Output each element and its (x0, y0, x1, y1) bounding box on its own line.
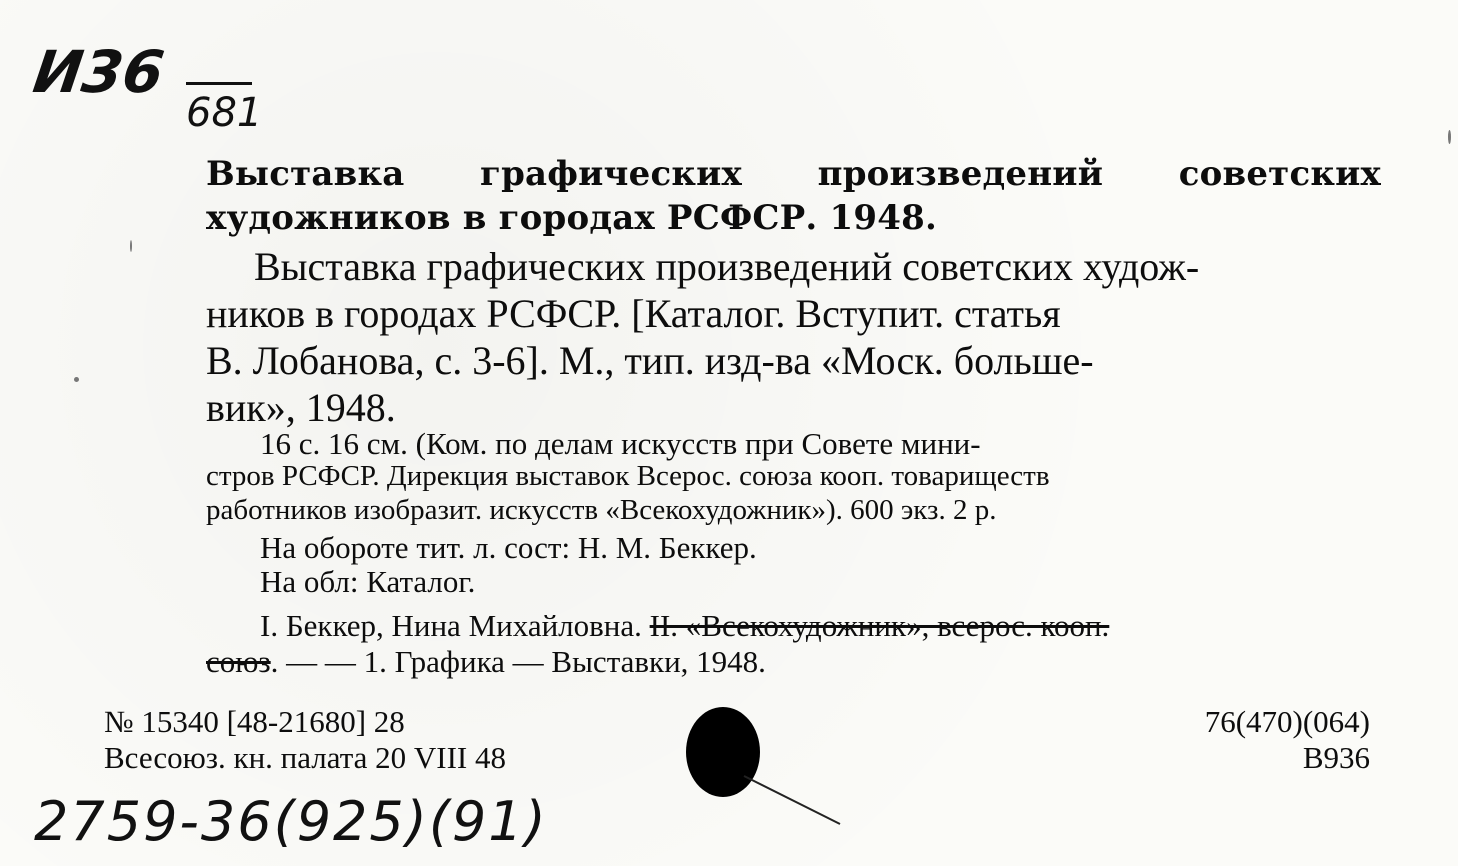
card-heading (206, 152, 1381, 240)
book-chamber-stamp: Всесоюз. кн. палата 20 VIII 48 (104, 740, 507, 775)
handwritten-fraction: 681 (186, 90, 263, 136)
classification-code: 76(470)(064) (1204, 704, 1370, 739)
handwritten-shelf-number: И36 (29, 38, 169, 106)
author-mark: В936 (1302, 740, 1370, 775)
tracing-struck-union: союз (206, 644, 271, 679)
scan-speck (130, 240, 132, 252)
record-number: № 15340 [48-21680] 28 (104, 704, 405, 739)
scan-speck (74, 377, 79, 382)
handwritten-inventory-code: 2759-36(925)(91) (34, 790, 548, 853)
tracings-line-2 (206, 644, 766, 680)
scratch-mark (740, 770, 850, 830)
description-line-4: вик», 1948. (206, 385, 396, 430)
tracing-personal-name: I. Беккер, Нина Михайловна. (260, 608, 642, 643)
notes-line-5: На обл: Каталог. (260, 564, 476, 599)
fraction-bar (186, 82, 252, 85)
tracings-line-1 (260, 608, 1109, 644)
notes-line-3: работников изобразит. искусств «Всекохудожник»). 600 экз. 2 р. (206, 494, 997, 526)
description-line-3: В. Лобанова, с. 3-6]. М., тип. изд-ва «Моск. больше- (206, 338, 1094, 383)
tracing-struck-corporate: II. «Всекохудожник», всерос. кооп. (649, 608, 1110, 643)
notes-line-4: На обороте тит. л. сост: Н. М. Беккер. (260, 530, 757, 565)
heading-text: Выставка графических произведений советских художников в городах РСФСР. 1948. (206, 154, 1381, 238)
notes-line-2: стров РСФСР. Дирекция выставок Всерос. союза кооп. товариществ (206, 460, 1050, 492)
tracing-subject: . — — 1. Графика — Выставки, 1948. (270, 644, 766, 679)
description-line-1: Выставка графических произведений советских худож- (254, 244, 1200, 289)
description-line-2: ников в городах РСФСР. [Каталог. Вступит. статья (206, 291, 1061, 336)
scan-speck (1448, 130, 1451, 144)
notes-line-1: 16 с. 16 см. (Ком. по делам искусств при Совете мини- (260, 426, 981, 461)
